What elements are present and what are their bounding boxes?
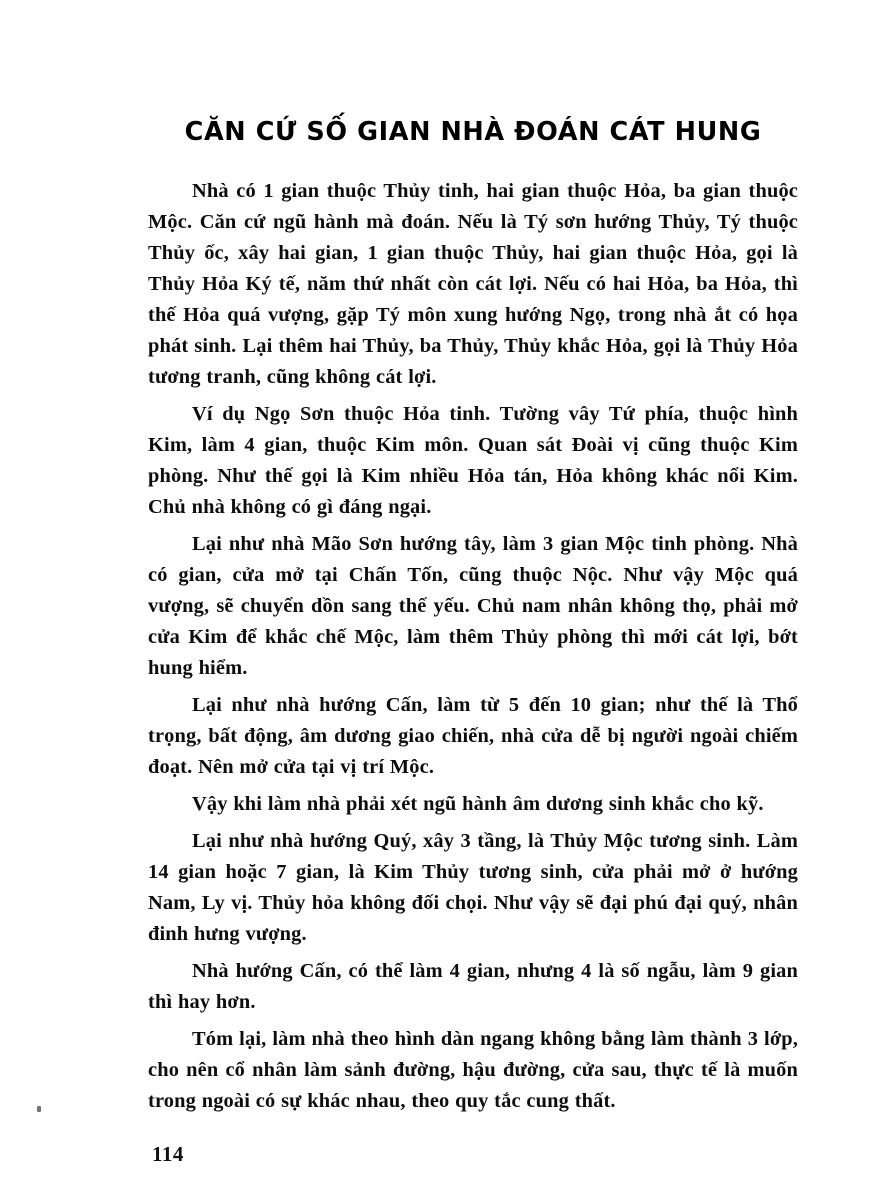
body-paragraph: Vậy khi làm nhà phải xét ngũ hành âm dương sinh khắc cho kỹ. xyxy=(192,793,764,816)
page-title: CĂN CỨ SỐ GIAN NHÀ ĐOÁN CÁT HUNG xyxy=(184,117,762,147)
body-paragraph: Ví dụ Ngọ Sơn thuộc Hỏa tinh. Tường vây Tứ phía, thuộc hình Kim, làm 4 gian, thuộc Kim môn. Quan sát Đoài vị cũng thuộc Kim phòng. Như thế gọi là Kim nhiều Hỏa tán, Hỏa không khác nổi Kim. Chủ nhà không có gì đáng ngại. xyxy=(148,403,798,519)
body-paragraph: Nhà hướng Cấn, có thể làm 4 gian, nhưng 4 là số ngẫu, làm 9 gian thì hay hơn. xyxy=(148,960,798,1014)
body-paragraph: Tóm lại, làm nhà theo hình dàn ngang không bằng làm thành 3 lớp, cho nên cổ nhân làm sảnh đường, hậu đường, cửa sau, thực tế là muốn trong ngoài có sự khác nhau, theo quy tắc cung thất. xyxy=(148,1028,798,1113)
page-text-column xyxy=(148,118,798,1117)
body-paragraph: Lại như nhà Mão Sơn hướng tây, làm 3 gian Mộc tinh phòng. Nhà có gian, cửa mở tại Chấn Tốn, cũng thuộc Nộc. Như vậy Mộc quá vượng, sẽ chuyển dồn sang thế yếu. Chủ nam nhân không thọ, phải mở cửa Kim để khắc chế Mộc, làm thêm Thủy phòng thì mới cát lợi, bớt hung hiểm. xyxy=(148,533,798,680)
page-number: 114 xyxy=(152,1142,184,1166)
scan-artifact-speck xyxy=(37,1106,41,1112)
body-paragraph: Lại như nhà hướng Quý, xây 3 tầng, là Thủy Mộc tương sinh. Làm 14 gian hoặc 7 gian, là Kim Thủy tương sinh, cửa phải mở ở hướng Nam, Ly vị. Thủy hỏa không đối chọi. Như vậy sẽ đại phú đại quý, nhân đinh hưng vượng. xyxy=(148,830,798,946)
body-paragraph: Nhà có 1 gian thuộc Thủy tinh, hai gian thuộc Hỏa, ba gian thuộc Mộc. Căn cứ ngũ hành mà đoán. Nếu là Tý sơn hướng Thủy, Tý thuộc Thủy ốc, xây hai gian, 1 gian thuộc Thủy, hai gian thuộc Hỏa, gọi là Thủy Hỏa Ký tế, năm thứ nhất còn cát lợi. Nếu có hai Hỏa, ba Hỏa, thì thế Hỏa quá vượng, gặp Tý môn xung hướng Ngọ, trong nhà ắt có họa phát sinh. Lại thêm hai Thủy, ba Thủy, Thủy khắc Hỏa, gọi là Thủy Hỏa tương tranh, cũng không cát lợi. xyxy=(148,180,798,389)
body-paragraph: Lại như nhà hướng Cấn, làm từ 5 đến 10 gian; như thế là Thổ trọng, bất động, âm dương giao chiến, nhà cửa dễ bị người ngoài chiếm đoạt. Nên mở cửa tại vị trí Mộc. xyxy=(148,694,798,779)
